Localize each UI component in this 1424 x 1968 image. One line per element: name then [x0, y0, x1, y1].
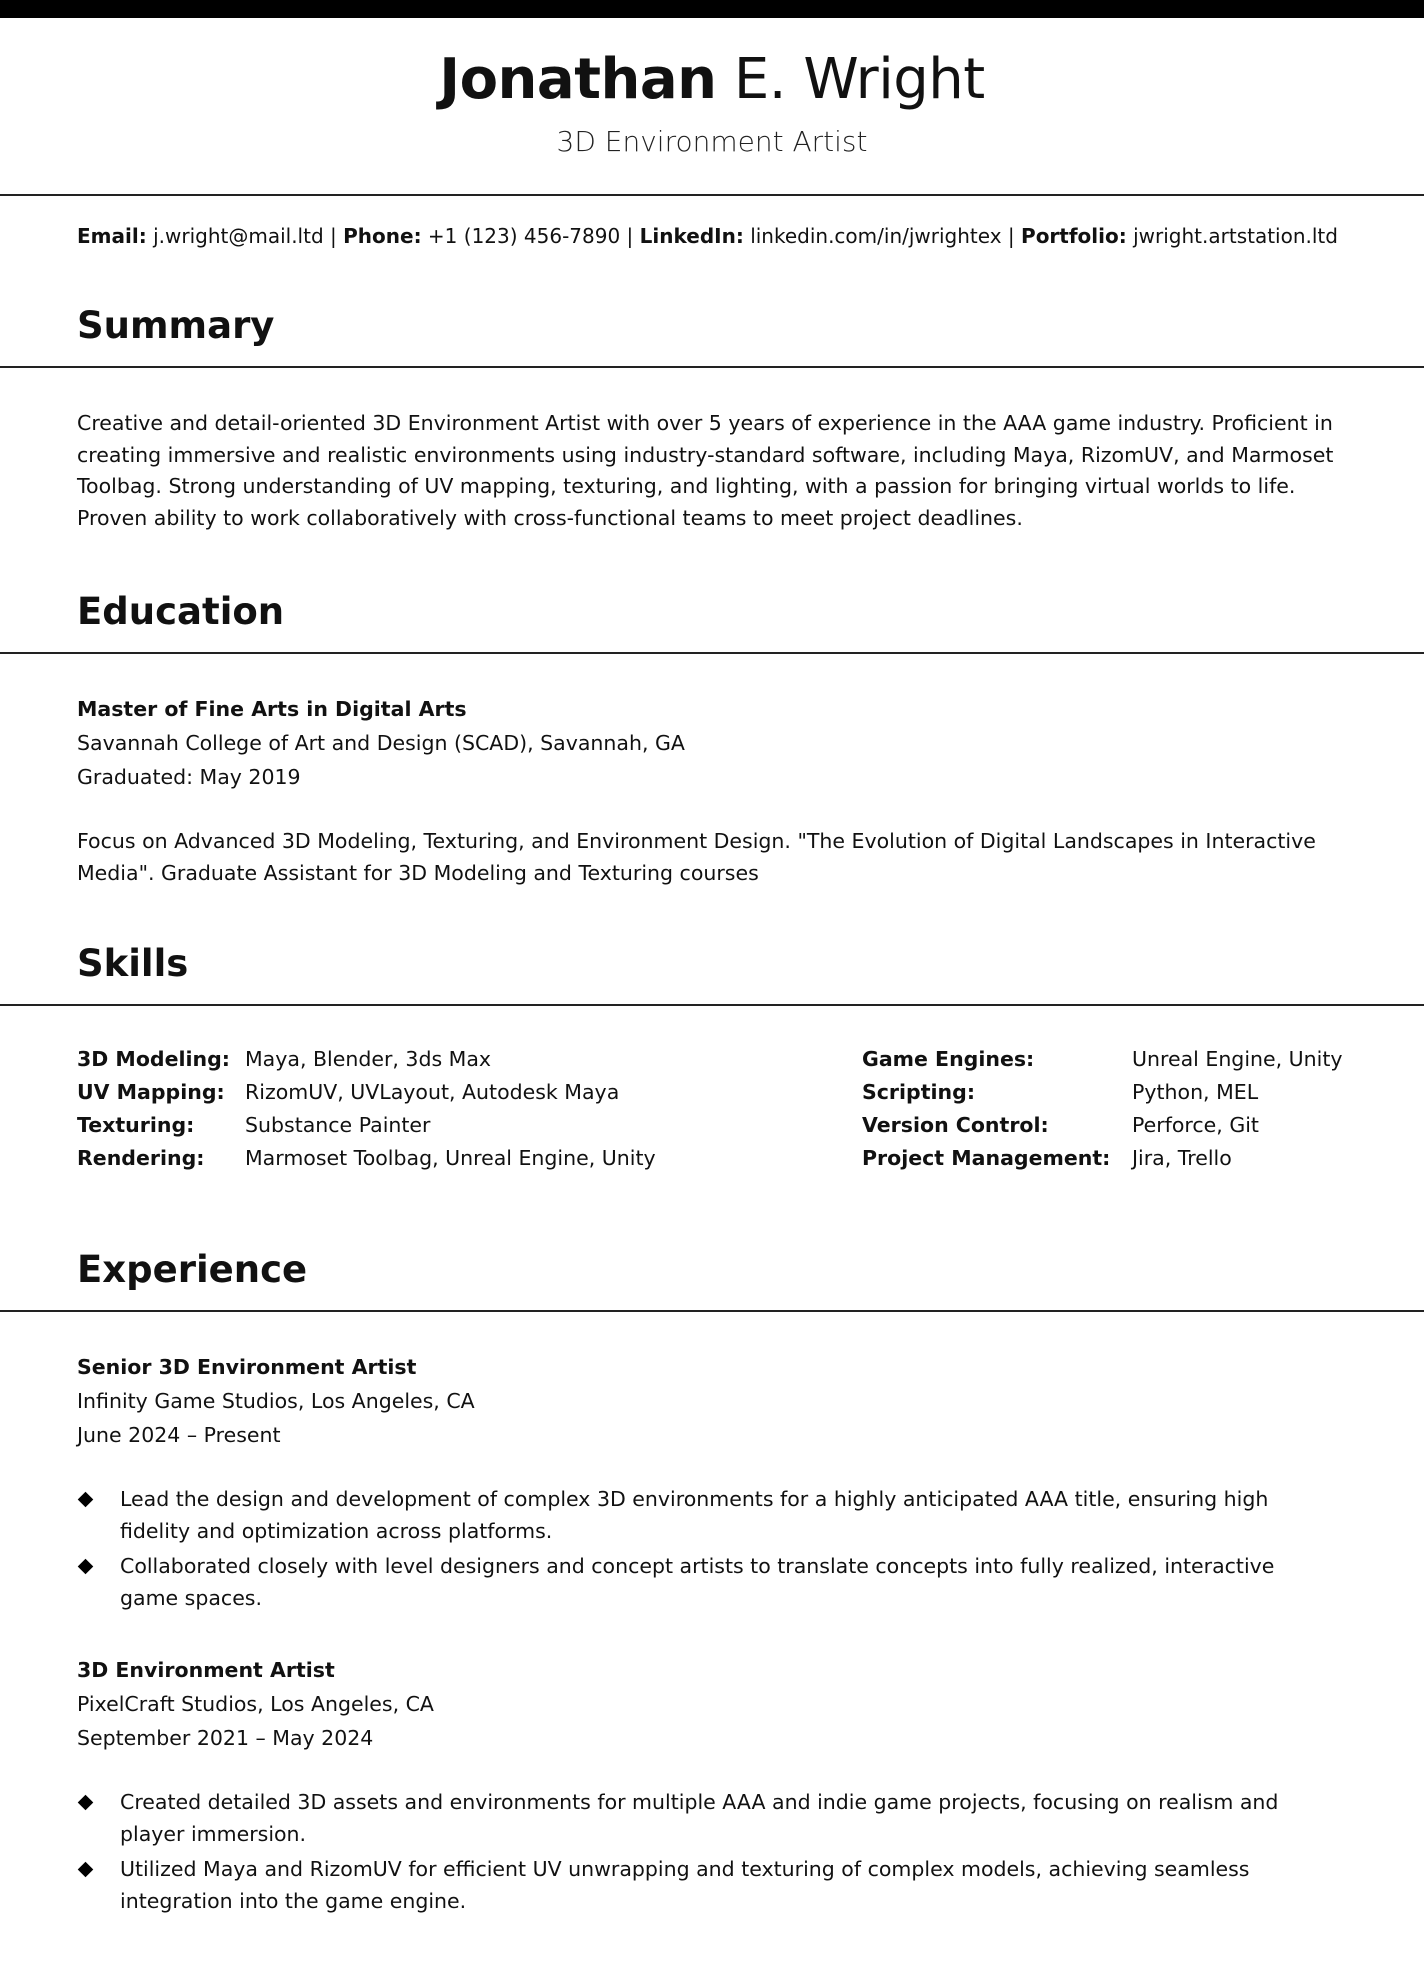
school-name: Savannah College of Art and Design (SCAD), Savannah, GA	[77, 731, 685, 755]
linkedin-label: LinkedIn:	[639, 224, 744, 248]
skill-value: Perforce, Git	[1132, 1113, 1259, 1137]
skill-row	[77, 1076, 656, 1109]
diamond-bullet-icon	[78, 1862, 94, 1878]
bullet-item	[77, 1787, 1337, 1850]
phone-label: Phone:	[343, 224, 422, 248]
diamond-bullet-icon	[78, 1795, 94, 1811]
diamond-bullet-icon	[78, 1492, 94, 1508]
experience-divider	[0, 1310, 1424, 1312]
skill-label: Game Engines:	[862, 1047, 1035, 1071]
education-details: Focus on Advanced 3D Modeling, Texturing, and Environment Design. "The Evolution of Digital Landscapes in Interactive Media". Graduate Assistant for 3D Modeling and Texturing courses	[77, 829, 1316, 885]
summary-divider	[0, 366, 1424, 368]
skill-label: UV Mapping:	[77, 1080, 225, 1104]
last-name: E. Wright	[733, 47, 985, 112]
diamond-bullet-icon	[78, 1559, 94, 1575]
top-accent-bar	[0, 0, 1424, 18]
bullet-item	[77, 1854, 1337, 1917]
skill-label: Project Management:	[862, 1146, 1111, 1170]
skill-label: Rendering:	[77, 1146, 205, 1170]
summary-text: Creative and detail-oriented 3D Environment Artist with over 5 years of experience in the AAA game industry. Proficient in creating immersive and realistic environments using industry-standard software, including Maya, RizomUV, and Marmoset Toolbag. Strong understanding of UV mapping, texturing, and lighting, with a passion for bringing virtual worlds to life. Proven ability to work collaboratively with cross-functional teams to meet project deadlines.	[77, 411, 1334, 530]
job-dates: September 2021 – May 2024	[77, 1726, 374, 1750]
bullet-text: Created detailed 3D assets and environments for multiple AAA and indie game projects, focusing on realism and player immersion.	[120, 1790, 1279, 1846]
experience-heading: Experience	[77, 1248, 308, 1291]
separator: |	[626, 224, 634, 248]
phone-value: +1 (123) 456-7890	[427, 224, 621, 248]
skill-value: Substance Painter	[245, 1113, 431, 1137]
skill-value: Unreal Engine, Unity	[1132, 1047, 1343, 1071]
skill-row	[862, 1109, 1343, 1142]
contact-line	[77, 222, 1338, 250]
job-title: 3D Environment Artist	[77, 1658, 335, 1682]
bullet-item	[77, 1551, 1337, 1614]
job-entry	[77, 1653, 434, 1755]
email-value[interactable]: j.wright@mail.ltd	[153, 224, 324, 248]
skills-left-column	[77, 1043, 656, 1175]
skill-row	[77, 1043, 656, 1076]
job-dates: June 2024 – Present	[77, 1423, 281, 1447]
education-divider	[0, 652, 1424, 654]
graduation-date: Graduated: May 2019	[77, 765, 301, 789]
company-name: PixelCraft Studios, Los Angeles, CA	[77, 1692, 434, 1716]
job-title: Senior 3D Environment Artist	[77, 1355, 417, 1379]
resume-header	[0, 40, 1424, 160]
job-bullets	[77, 1787, 1337, 1921]
skill-row	[862, 1142, 1343, 1175]
skill-value: Maya, Blender, 3ds Max	[245, 1047, 492, 1071]
separator: |	[1007, 224, 1015, 248]
bullet-text: Lead the design and development of complex 3D environments for a highly anticipated AAA title, ensuring high fidelity and optimization across platforms.	[120, 1487, 1269, 1543]
skill-value: RizomUV, UVLayout, Autodesk Maya	[245, 1080, 620, 1104]
job-entry	[77, 1350, 475, 1452]
bullet-item	[77, 1484, 1337, 1547]
portfolio-label: Portfolio:	[1021, 224, 1127, 248]
degree-title: Master of Fine Arts in Digital Arts	[77, 697, 467, 721]
bullet-text: Utilized Maya and RizomUV for efficient UV unwrapping and texturing of complex models, achieving seamless integration into the game engine.	[120, 1857, 1250, 1913]
skills-divider	[0, 1004, 1424, 1006]
skill-row	[77, 1109, 656, 1142]
job-bullets	[77, 1484, 1337, 1618]
skills-right-column	[862, 1043, 1343, 1175]
skill-row	[862, 1043, 1343, 1076]
skill-row	[862, 1076, 1343, 1109]
skill-value: Python, MEL	[1132, 1080, 1259, 1104]
email-label: Email:	[77, 224, 147, 248]
skill-value: Jira, Trello	[1132, 1146, 1232, 1170]
skill-label: Scripting:	[862, 1080, 976, 1104]
bullet-text: Collaborated closely with level designers and concept artists to translate concepts into fully realized, interactive game spaces.	[120, 1554, 1275, 1610]
skills-heading: Skills	[77, 942, 189, 985]
summary-heading: Summary	[77, 304, 275, 347]
education-heading: Education	[77, 590, 285, 633]
linkedin-value[interactable]: linkedin.com/in/jwrightex	[750, 224, 1002, 248]
skill-label: 3D Modeling:	[77, 1047, 230, 1071]
first-name: Jonathan	[439, 47, 717, 112]
skill-row	[77, 1142, 656, 1175]
skill-label: Texturing:	[77, 1113, 195, 1137]
portfolio-value[interactable]: jwright.artstation.ltd	[1133, 224, 1338, 248]
skill-value: Marmoset Toolbag, Unreal Engine, Unity	[245, 1146, 656, 1170]
job-title: 3D Environment Artist	[556, 125, 868, 158]
header-divider	[0, 194, 1424, 196]
education-entry	[77, 692, 685, 794]
candidate-name	[0, 40, 1424, 120]
company-name: Infinity Game Studios, Los Angeles, CA	[77, 1389, 475, 1413]
separator: |	[330, 224, 337, 248]
skill-label: Version Control:	[862, 1113, 1049, 1137]
